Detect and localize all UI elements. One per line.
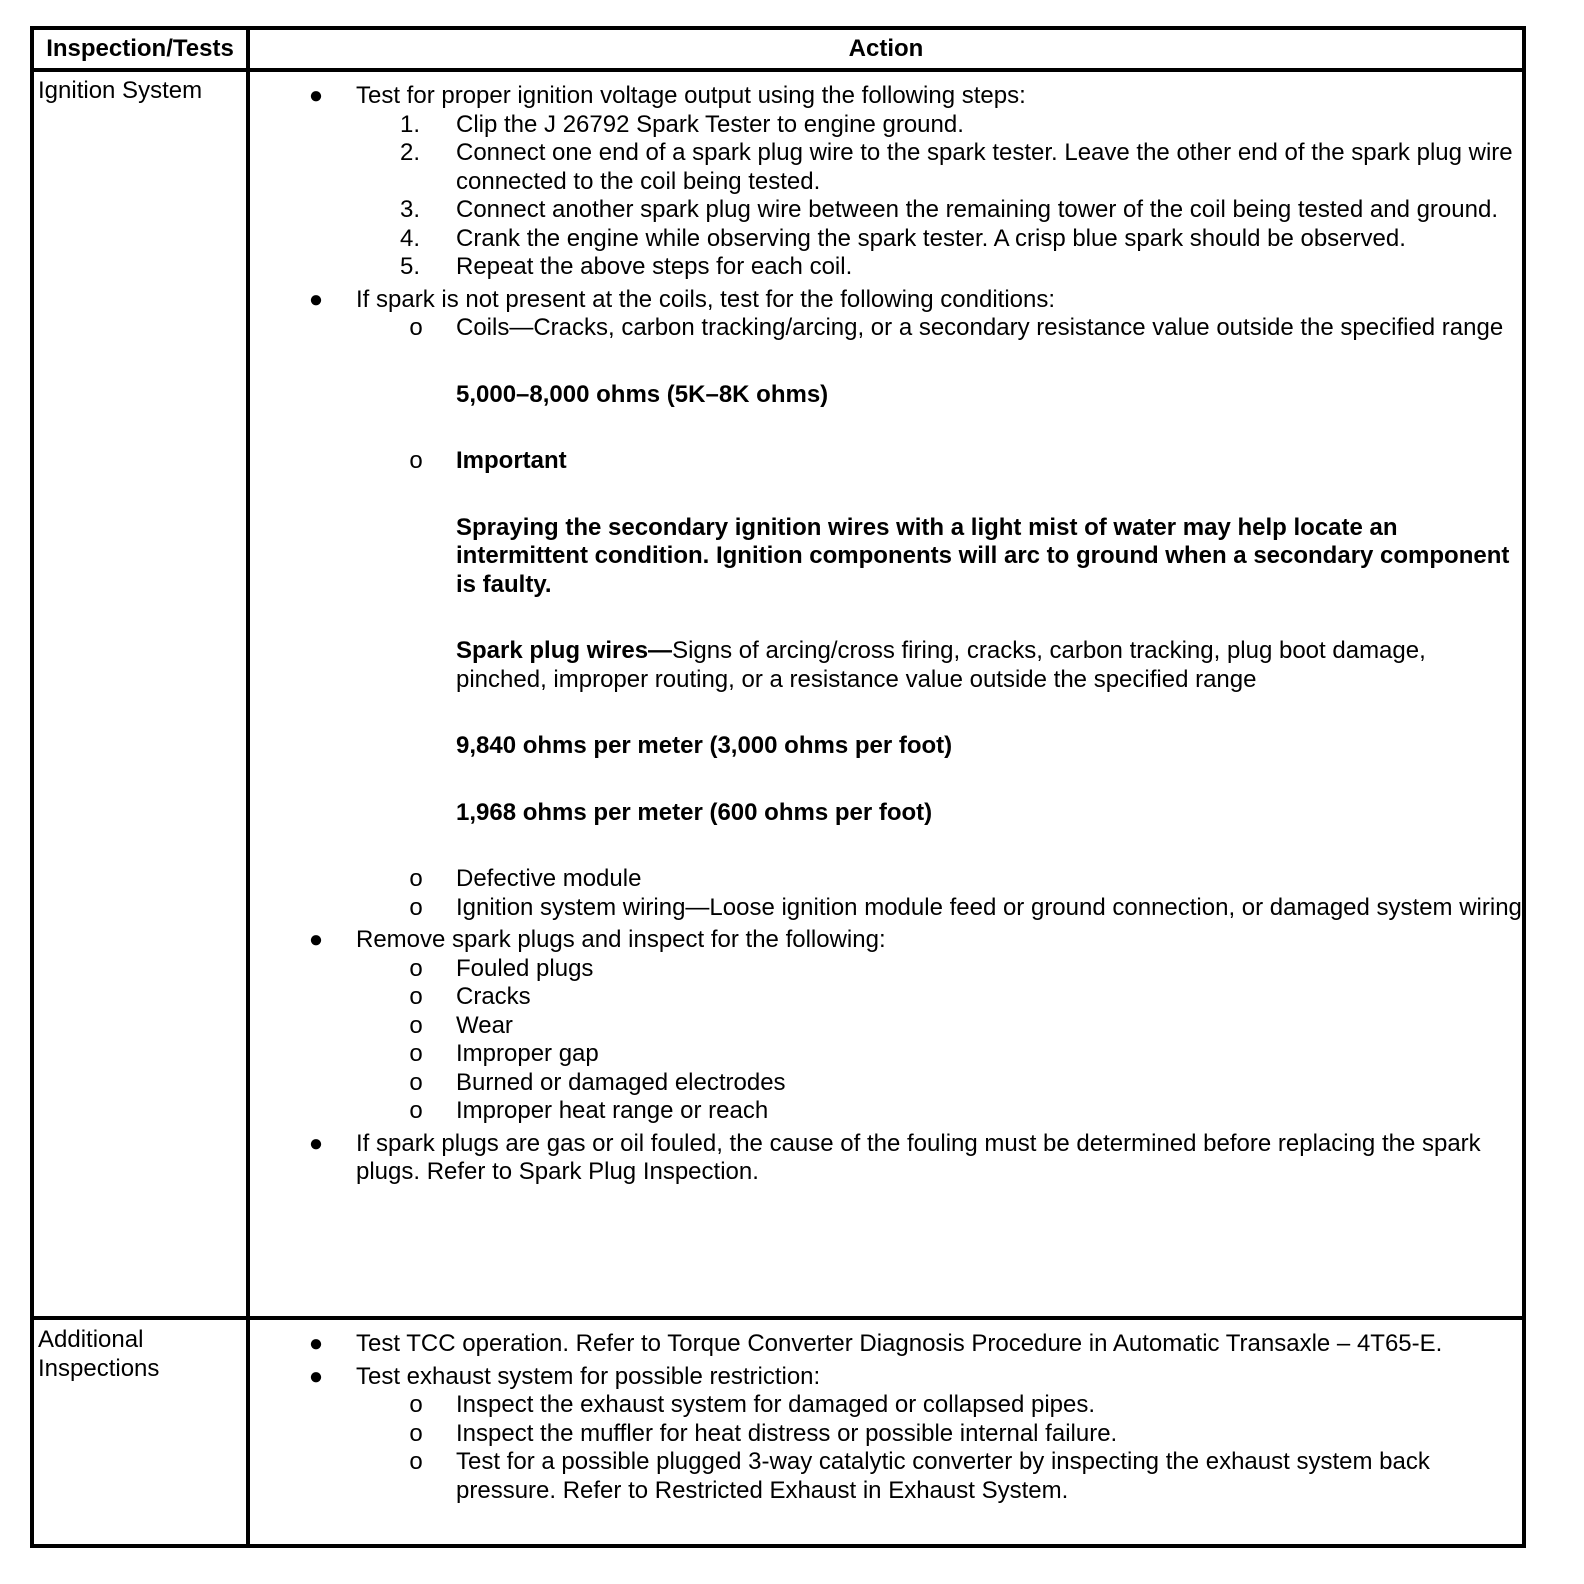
condition-item	[260, 894, 1522, 923]
inspect-text: Burned or damaged electrodes	[456, 1068, 786, 1096]
bullet-icon: ●	[308, 285, 324, 313]
inspect-item	[260, 1040, 1522, 1069]
inspect-text: Cracks	[456, 983, 531, 1010]
spark-plug-wires-text	[260, 637, 1522, 694]
exhaust-text: Test for a possible plugged 3-way catalytic converter by inspecting the exhaust system back pressure. Refer to Restricted Exhaust in Exhaust System.	[456, 1448, 1430, 1504]
step-text: Connect another spark plug wire between the remaining tower of the coil being tested and ground.	[456, 196, 1498, 223]
bullet-icon: ●	[308, 1129, 324, 1157]
header-inspection-tests: Inspection/Tests	[46, 34, 234, 62]
step-item	[260, 225, 1522, 254]
list-item	[260, 286, 1522, 315]
inspect-item	[260, 1069, 1522, 1098]
step-number: 1.	[400, 110, 421, 138]
bullet-text: If spark plugs are gas or oil fouled, the cause of the fouling must be determined before replacing the spark plugs. Refer to Spark Plug Inspection.	[356, 1129, 1481, 1185]
list-item	[260, 1363, 1522, 1392]
wires-description: Signs of arcing/cross firing, cracks, carbon tracking, plug boot damage, pinched, improper routing, or a resistance value outside the specified range	[456, 637, 1426, 693]
inspect-item	[260, 1012, 1522, 1041]
step-item	[260, 139, 1522, 196]
row-label-additional-inspections: Additional Inspections	[38, 1326, 160, 1382]
step-text: Clip the J 26792 Spark Tester to engine ground.	[456, 110, 964, 138]
bullet-icon: ●	[308, 926, 324, 953]
list-item	[260, 1130, 1522, 1187]
bullet-text: Test TCC operation. Refer to Torque Converter Diagnosis Procedure in Automatic Transaxle – 4T65-E.	[356, 1330, 1443, 1357]
condition-text: Defective module	[456, 865, 642, 892]
step-number: 2.	[400, 139, 421, 166]
exhaust-item	[260, 1391, 1522, 1420]
inspect-text: Improper gap	[456, 1040, 599, 1067]
step-number: 5.	[400, 253, 421, 280]
exhaust-text: Inspect the muffler for heat distress or possible internal failure.	[456, 1419, 1118, 1447]
spec-value: 5,000–8,000 ohms (5K–8K ohms)	[456, 380, 829, 408]
condition-item	[260, 314, 1522, 343]
ignition-system-actions	[260, 82, 1522, 1187]
inspect-text: Fouled plugs	[456, 954, 594, 982]
list-item	[260, 1330, 1522, 1359]
circle-bullet-icon: o	[409, 1040, 423, 1067]
bullet-icon: ●	[308, 1362, 324, 1390]
step-item	[260, 196, 1522, 225]
bullet-text: If spark is not present at the coils, test for the following conditions:	[356, 285, 1056, 313]
spec-value: 1,968 ohms per meter (600 ohms per foot)	[456, 798, 933, 826]
bullet-text: Test exhaust system for possible restriction:	[356, 1362, 821, 1390]
step-item	[260, 253, 1522, 282]
inspect-text: Improper heat range or reach	[456, 1097, 769, 1124]
bullet-icon: ●	[308, 82, 324, 109]
step-text: Connect one end of a spark plug wire to the spark tester. Leave the other end of the spark plug wire connected to the coil being tested.	[456, 139, 1513, 195]
row-label-ignition-system: Ignition System	[38, 77, 203, 104]
list-item	[260, 82, 1522, 111]
circle-bullet-icon: o	[409, 1068, 423, 1096]
circle-bullet-icon: o	[409, 1419, 423, 1447]
spec-value: 9,840 ohms per meter (3,000 ohms per foot)	[456, 732, 953, 759]
exhaust-item	[260, 1448, 1522, 1505]
additional-inspections-actions	[260, 1330, 1522, 1505]
bullet-text: Test for proper ignition voltage output using the following steps:	[356, 82, 1026, 109]
important-label: Important	[456, 447, 567, 474]
circle-bullet-icon: o	[409, 1448, 423, 1475]
step-text: Repeat the above steps for each coil.	[456, 253, 853, 280]
bullet-icon: ●	[308, 1330, 324, 1357]
step-text: Crank the engine while observing the spark tester. A crisp blue spark should be observed.	[456, 224, 1406, 252]
bullet-text: Remove spark plugs and inspect for the following:	[356, 926, 886, 953]
important-heading	[260, 447, 1522, 476]
inspect-item	[260, 983, 1522, 1012]
circle-bullet-icon: o	[409, 314, 423, 341]
inspect-text: Wear	[456, 1011, 513, 1039]
circle-bullet-icon: o	[409, 983, 423, 1010]
circle-bullet-icon: o	[409, 865, 423, 892]
wires-prefix: Spark plug wires—	[456, 637, 673, 664]
condition-item	[260, 865, 1522, 894]
circle-bullet-icon: o	[409, 893, 423, 921]
circle-bullet-icon: o	[409, 1097, 423, 1124]
step-number: 3.	[400, 196, 421, 223]
row-divider	[34, 1316, 1522, 1320]
inspect-item	[260, 955, 1522, 984]
step-item	[260, 111, 1522, 140]
step-number: 4.	[400, 224, 421, 252]
inspect-item	[260, 1097, 1522, 1126]
exhaust-text: Inspect the exhaust system for damaged or collapsed pipes.	[456, 1391, 1096, 1418]
list-item	[260, 926, 1522, 955]
circle-bullet-icon: o	[409, 447, 423, 474]
important-note: Spraying the secondary ignition wires with a light mist of water may help locate an intermittent condition. Ignition components will arc to ground when a secondary component is faulty.	[456, 513, 1510, 598]
header-action: Action	[848, 34, 924, 62]
exhaust-item	[260, 1420, 1522, 1449]
inspection-table	[30, 26, 1526, 1548]
header-row-divider	[34, 68, 1522, 72]
circle-bullet-icon: o	[409, 1011, 423, 1039]
condition-text: Coils—Cracks, carbon tracking/arcing, or a secondary resistance value outside the specified range	[456, 314, 1504, 341]
circle-bullet-icon: o	[409, 954, 423, 982]
circle-bullet-icon: o	[409, 1391, 423, 1418]
condition-text: Ignition system wiring—Loose ignition module feed or ground connection, or damaged system wiring	[456, 893, 1522, 921]
